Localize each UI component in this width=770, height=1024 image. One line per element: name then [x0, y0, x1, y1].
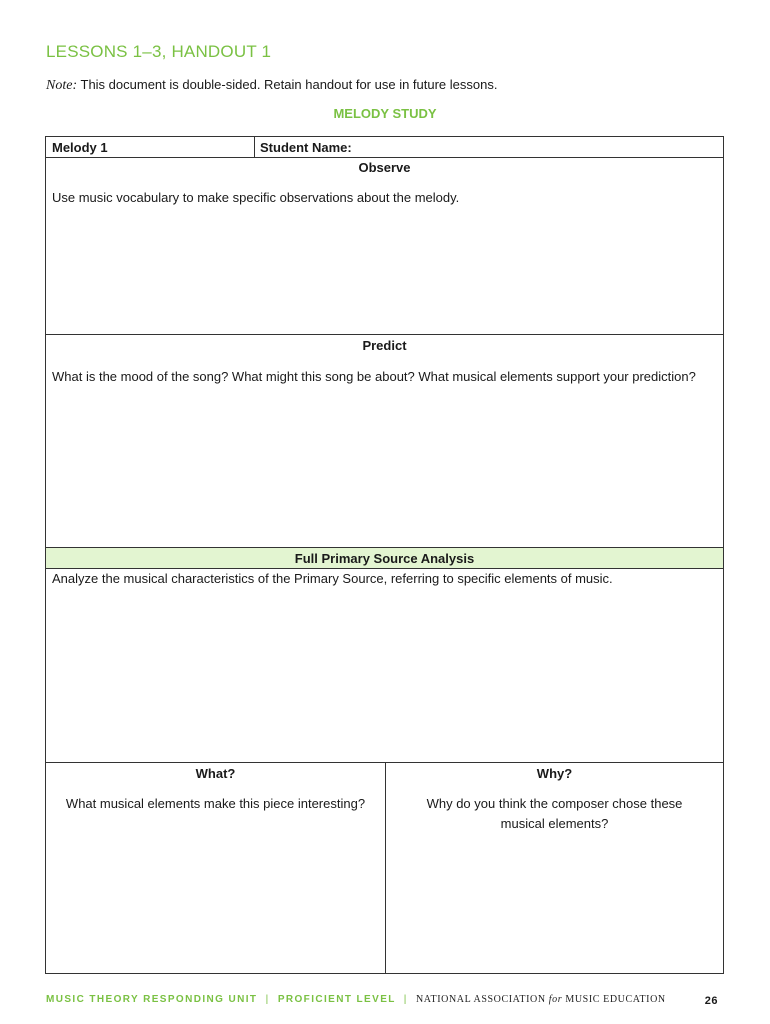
footer-org	[416, 994, 666, 1005]
melody-label: Melody 1	[52, 140, 108, 155]
student-name-field[interactable]	[366, 137, 718, 157]
predict-answer-area[interactable]	[46, 412, 723, 546]
analysis-answer-area[interactable]	[46, 593, 723, 761]
why-answer-area[interactable]	[386, 837, 723, 973]
predict-heading: Predict	[362, 338, 407, 353]
footer-separator: |	[403, 994, 408, 1005]
why-heading: Why?	[536, 766, 573, 781]
observe-prompt: Use music vocabulary to make specific observations about the melody.	[52, 190, 460, 205]
handout-title: LESSONS 1–3, HANDOUT 1	[46, 42, 272, 61]
header-divider	[254, 137, 255, 157]
page-number: 26	[704, 995, 718, 1007]
note-label: Note:	[46, 78, 78, 93]
note-text: This document is double-sided. Retain handout for use in future lessons.	[80, 77, 498, 92]
what-prompt: What musical elements make this piece interesting?	[65, 796, 366, 811]
note-line	[46, 77, 497, 94]
footer-unit: MUSIC THEORY RESPONDING UNIT	[46, 994, 258, 1005]
footer	[46, 994, 666, 1005]
section-title: MELODY STUDY	[333, 106, 437, 121]
observe-heading: Observe	[358, 160, 411, 175]
footer-org-part1: NATIONAL ASSOCIATION	[415, 994, 546, 1005]
student-name-label: Student Name:	[260, 140, 352, 155]
predict-prompt: What is the mood of the song? What might this song be about? What musical elements support your prediction?	[52, 369, 696, 384]
footer-level: PROFICIENT LEVEL	[277, 994, 396, 1005]
observe-answer-area[interactable]	[46, 217, 723, 333]
analysis-prompt: Analyze the musical characteristics of the Primary Source, referring to specific elements of music.	[52, 571, 613, 586]
footer-org-part2: MUSIC EDUCATION	[565, 994, 666, 1005]
row-divider	[46, 334, 723, 335]
melody-study-table	[45, 136, 724, 974]
why-prompt: Why do you think the composer chose these musical elements?	[426, 796, 683, 831]
footer-separator: |	[265, 994, 270, 1005]
footer-org-for: for	[548, 994, 563, 1005]
analysis-heading: Full Primary Source Analysis	[294, 551, 475, 566]
what-heading: What?	[195, 766, 236, 781]
row-divider	[46, 157, 723, 158]
what-answer-area[interactable]	[46, 837, 385, 973]
